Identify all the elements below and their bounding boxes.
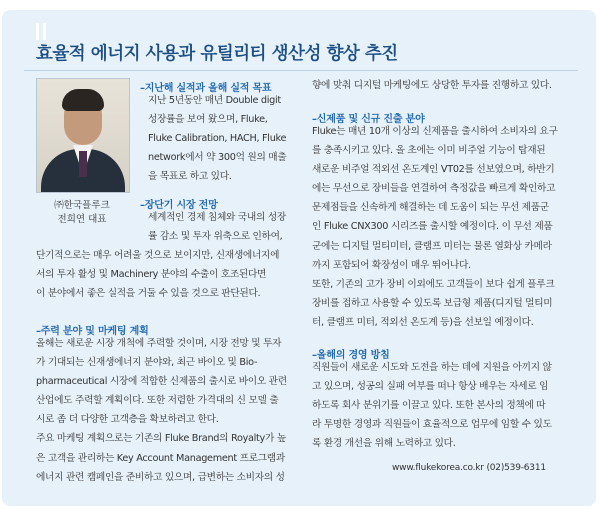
section-body-new-products: Fluke는 매년 10개 이상의 신제품을 출시하여 소비자의 요구 를 충족시키고 있다. 올 초에는 이미 비주얼 기능이 탑재된 새로운 비주얼 적외선 온도계인 VT02를 선보였으며, 하반기 에는 무선으로 장비들을 연결하여 측정값을 빠르게 확인하고 문제점들을 신속하게 해결하는 데 도움이 되는 무선 제품군 인 Fluke CNX300 시리즈를 출시할 예정이다. 이 무선 제품 군에는 디지털 멀티미터, 클램프 미터는 물론 열화상 카메라 까지 포함되어 확장성이 매우 뛰어나다. 또한, 기존의 고가 장비 이외에도 고객들이 보다 쉽게 플루크 장비를 접하고 사용할 수 있도록 보급형 제품(디지털 멀티미 터, 클램프 미터, 적외선 온도계 등)을 선보일 예정이다. <box>312 126 558 328</box>
ceo-photo <box>36 78 130 193</box>
decor-bar <box>43 23 46 40</box>
ceo-caption <box>36 199 128 227</box>
section-body-outlook-a: 세계적인 경제 침체와 국내의 성장 률 감소 및 투자 위축으로 인하여, <box>148 212 286 243</box>
contact-info[interactable]: www.flukekorea.co.kr (02)539-6311 <box>392 463 546 473</box>
section-heading-performance: –지난해 실적과 올해 실적 목표 <box>140 83 272 94</box>
section-heading-management: –올해의 경영 방침 <box>312 350 390 361</box>
section-heading-outlook: –장단기 시장 전망 <box>140 200 218 211</box>
section-body-performance: 지난 5년동안 매년 Double digit 성장률을 보여 왔으며, Fluke, Fluke Calibration, HACH, Fluke network에서 약 300억 원의 매출 을 목표로 하고 있다. <box>148 95 287 183</box>
title-divider <box>24 70 578 71</box>
section-body-marketing: 올해는 새로운 시장 개척에 주력할 것이며, 시장 전망 및 투자 가 기대되는 신재생에너지 분야와, 최근 바이오 및 Bio- pharmaceutical 시장에 적합한 신제품의 출시로 바이오 관련 산업에도 주력할 계획이다. 또한 저렴한 가격대의 신 모델 출 시로 좀 더 다양한 고객층을 확보하려고 한다. 주요 마케팅 계획으로는 기존의 Fluke Brand의 Royalty가 높 은 고객을 관리하는 Key Account Management 프로그램과 에너지 관련 캠페인을 준비하고 있으며, 급변하는 소비자의 성 <box>36 338 287 483</box>
section-heading-marketing: –주력 분야 및 마케팅 계획 <box>36 326 149 337</box>
section-heading-new-products: –신제품 및 신규 진출 분야 <box>312 114 425 125</box>
decor-bar <box>36 23 39 40</box>
ceo-name: 전희연 대표 <box>57 214 107 225</box>
ceo-company: ㈜한국플루크 <box>54 200 110 211</box>
article-title: 효율적 에너지 사용과 유틸리티 생산성 향상 추진 <box>36 44 398 64</box>
section-body-marketing-cont: 향에 맞춰 디지털 마케팅에도 상당한 투자를 진행하고 있다. <box>312 80 552 91</box>
section-body-management: 직원들이 새로운 시도와 도전을 하는 데에 지원을 아끼지 않 고 있으며, 성공의 실패 여부를 떠나 항상 배우는 자세로 임 하도록 회사 분위기를 이끌고 있다. 또한 본사의 정책에 따 라 투명한 경영과 직원들이 효율적으로 업무에 임할 수 있도 록 환경 개선을 위해 노력하고 있다. <box>312 362 552 450</box>
section-body-outlook-b: 단기적으로는 매우 어려울 것으로 보이지만, 신재생에너지에 서의 투자 활성 및 Machinery 분야의 수출이 호조된다면 이 분야에서 좋은 실적을 거둘 수 있을 것으로 판단된다. <box>36 250 280 300</box>
